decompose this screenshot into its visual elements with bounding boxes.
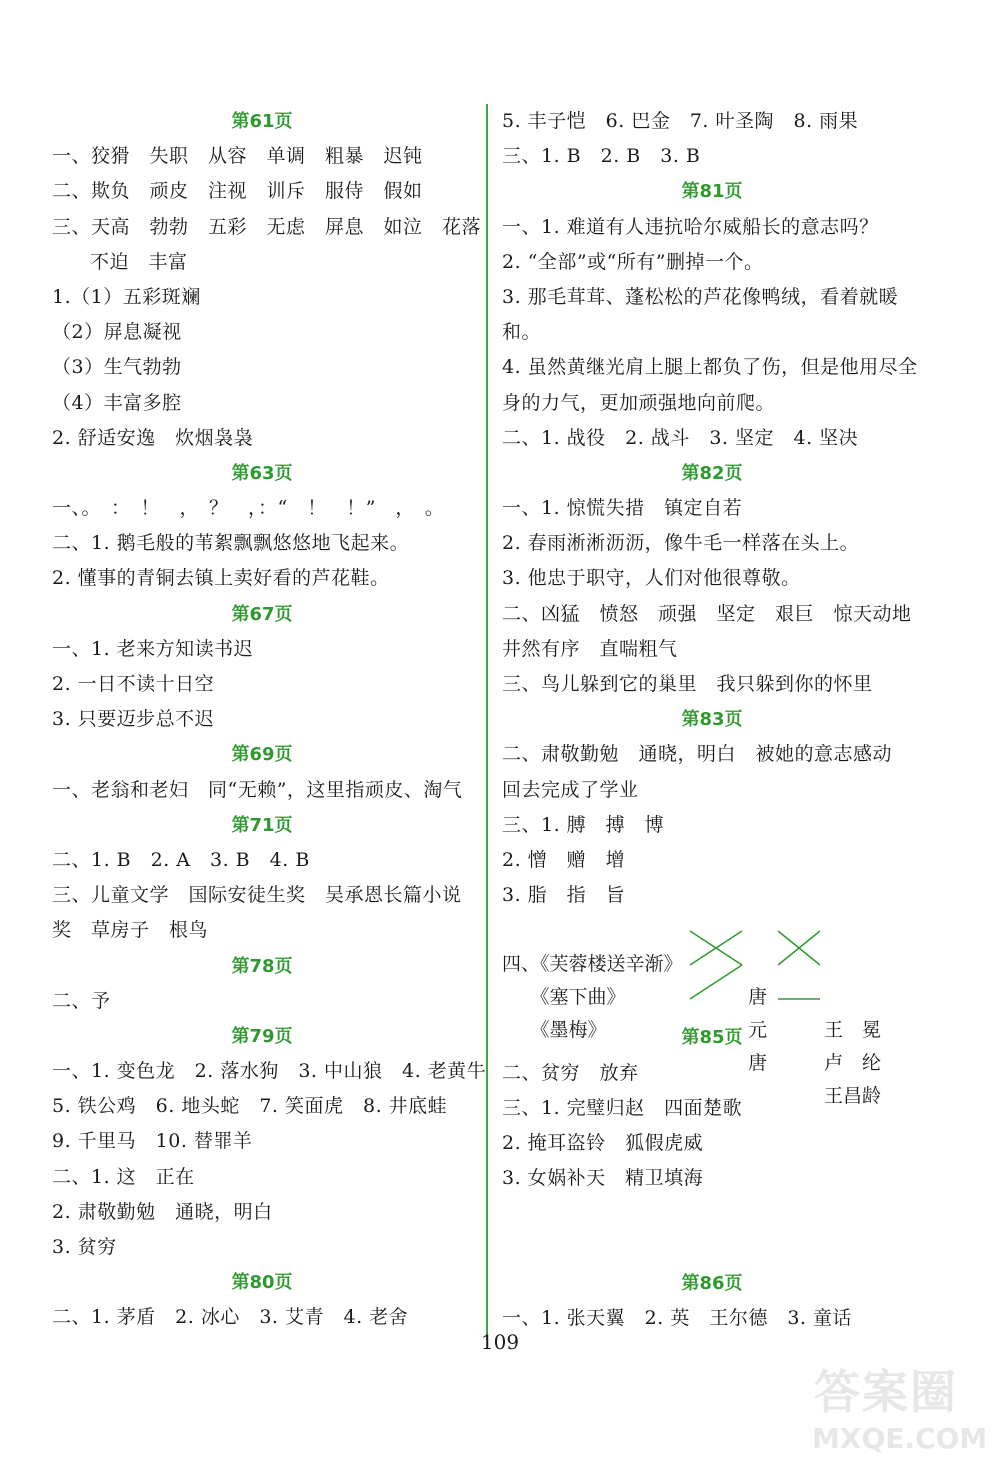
answer-line: 三、儿童文学 国际安徒生奖 吴承恩长篇小说 — [52, 884, 462, 907]
answer-line: 2. 憎 赠 增 — [502, 848, 626, 871]
answer-line: 一、1. 难道有人违抗哈尔威船长的意志吗？ — [502, 215, 879, 238]
answer-line: 3. 女娲补天 精卫填海 — [502, 1167, 704, 1190]
answer-line: 一、老翁和老妇 同“无赖”，这里指顽皮、淘气 — [52, 778, 463, 801]
poet: 王 冕 — [824, 1019, 882, 1042]
section-heading: 第86页 — [681, 1273, 743, 1295]
answer-line: 二、贫穷 放弃 — [502, 1061, 639, 1084]
answer-line: 1.（1）五彩斑斓 — [52, 285, 201, 308]
answer-line: 2. “全部”或“所有”删掉一个。 — [502, 250, 764, 273]
answer-line: 三、1. 膊 搏 博 — [502, 813, 665, 836]
answer-line: 二、肃敬勤勉 通晓，明白 被她的意志感动 — [502, 743, 893, 766]
section-heading: 第81页 — [681, 181, 743, 203]
answer-line: 2. 懂事的青铜去镇上卖好看的芦花鞋。 — [52, 567, 390, 590]
answer-line: 2. 春雨淅淅沥沥，像牛毛一样落在头上。 — [502, 532, 860, 555]
section-heading: 第67页 — [231, 603, 293, 625]
answer-line: （3）生气勃勃 — [52, 356, 182, 379]
answer-line: 3. 他忠于职守，人们对他很尊敬。 — [502, 567, 801, 590]
answer-line: 二、1. 这 正在 — [52, 1165, 195, 1188]
answer-line: 一、1. 张天翼 2. 英 王尔德 3. 童话 — [502, 1307, 853, 1330]
answer-line: 5. 丰子恺 6. 巴金 7. 叶圣陶 8. 雨果 — [502, 110, 859, 132]
answer-line: 三、1. 完璧归赵 四面楚歌 — [502, 1096, 743, 1119]
section-heading: 第71页 — [231, 814, 293, 836]
watermark-glyphs: 答案圈 — [814, 1365, 958, 1419]
watermark-logo — [806, 1350, 986, 1468]
answer-line: 身的力气，更加顽强地向前爬。 — [502, 391, 776, 414]
answer-line: 3. 脂 指 旨 — [502, 884, 626, 907]
poet: 卢 纶 — [824, 1052, 882, 1075]
answer-line: 5. 铁公鸡 6. 地头蛇 7. 笑面虎 8. 井底蛙 — [52, 1095, 448, 1118]
answer-line: 回去完成了学业 — [502, 778, 639, 801]
match-line — [690, 965, 742, 999]
answer-line: 井然有序 直喘粗气 — [502, 637, 678, 660]
page-number: 109 — [480, 1330, 520, 1354]
matching-lines — [686, 915, 826, 1015]
answer-line: 2. 肃敬勤勉 通晓，明白 — [52, 1200, 273, 1223]
dynasty: 唐 — [748, 986, 768, 1009]
dynasty: 唐 — [748, 1052, 768, 1075]
watermark-url: MXQE.COM — [812, 1422, 988, 1455]
answer-line: 不迫 丰富 — [90, 250, 188, 273]
answer-line: 二、予 — [52, 989, 111, 1012]
dynasty: 元 — [748, 1019, 768, 1042]
column-divider — [486, 104, 488, 1340]
section-heading: 第79页 — [231, 1025, 293, 1047]
poet: 王昌龄 — [824, 1085, 882, 1108]
answer-line: 三、1. B 2. B 3. B — [502, 145, 701, 168]
poem-title: 《墨梅》 — [502, 1019, 607, 1042]
answer-line: 三、天高 勃勃 五彩 无虑 屏息 如泣 花落 — [52, 215, 482, 238]
poem-title: 四、《芙蓉楼送辛渐》 — [502, 953, 683, 976]
answer-line: 4. 虽然黄继光肩上腿上都负了伤，但是他用尽全 — [502, 356, 918, 379]
poem-title: 《塞下曲》 — [502, 986, 626, 1009]
answer-line: 和。 — [502, 321, 542, 344]
answer-line: 二、1. B 2. A 3. B 4. B — [52, 848, 310, 871]
answer-line: 二、凶猛 愤怒 顽强 坚定 艰巨 惊天动地 — [502, 602, 912, 625]
answer-line: 二、1. 鹅毛般的苇絮飘飘悠悠地飞起来。 — [52, 532, 410, 555]
section-heading: 第83页 — [681, 709, 743, 731]
answer-line: 一、1. 变色龙 2. 落水狗 3. 中山狼 4. 老黄牛 — [52, 1060, 487, 1083]
spacer — [502, 1196, 922, 1266]
answer-line: 3. 只要迈步总不迟 — [52, 708, 215, 731]
left-column — [52, 104, 487, 1336]
answer-line: 一、1. 老来方知读书迟 — [52, 637, 254, 660]
answer-line: 9. 千里马 10. 替罪羊 — [52, 1130, 253, 1153]
section-heading: 第61页 — [231, 111, 293, 132]
section-heading: 第80页 — [231, 1272, 293, 1294]
section-heading: 第63页 — [231, 462, 293, 484]
answer-line: 二、1. 茅盾 2. 冰心 3. 艾青 4. 老舍 — [52, 1306, 409, 1329]
answer-line: 三、鸟儿躲到它的巢里 我只躲到你的怀里 — [502, 673, 873, 695]
answer-line: 奖 草房子 根鸟 — [52, 919, 209, 942]
answer-line: （2）屏息凝视 — [52, 321, 182, 344]
answer-line: 2. 掩耳盗铃 狐假虎威 — [502, 1131, 704, 1154]
answer-line: 2. 舒适安逸 炊烟袅袅 — [52, 426, 254, 449]
section-heading: 第69页 — [231, 744, 293, 766]
right-column — [502, 104, 922, 1337]
section-heading: 第85页 — [681, 1027, 743, 1049]
answer-line: 2. 一日不读十日空 — [52, 673, 215, 695]
answer-line: 二、欺负 顽皮 注视 训斥 服侍 假如 — [52, 180, 423, 203]
answer-line: 3. 那毛茸茸、蓬松松的芦花像鸭绒，看着就暖 — [502, 285, 899, 308]
answer-line: 二、1. 战役 2. 战斗 3. 坚定 4. 坚决 — [502, 426, 859, 449]
answer-line: （4）丰富多腔 — [52, 391, 182, 414]
section-heading: 第78页 — [231, 955, 293, 977]
answer-line: 一、。 ： ！ ， ？ ，：“ ！ ！” ， 。 — [52, 497, 445, 520]
answer-line: 一、1. 惊慌失措 镇定自若 — [502, 497, 743, 520]
answer-line: 一、狡猾 失职 从容 单调 粗暴 迟钝 — [52, 145, 423, 168]
answer-line: 3. 贫穷 — [52, 1236, 117, 1258]
section-heading: 第82页 — [681, 462, 743, 484]
